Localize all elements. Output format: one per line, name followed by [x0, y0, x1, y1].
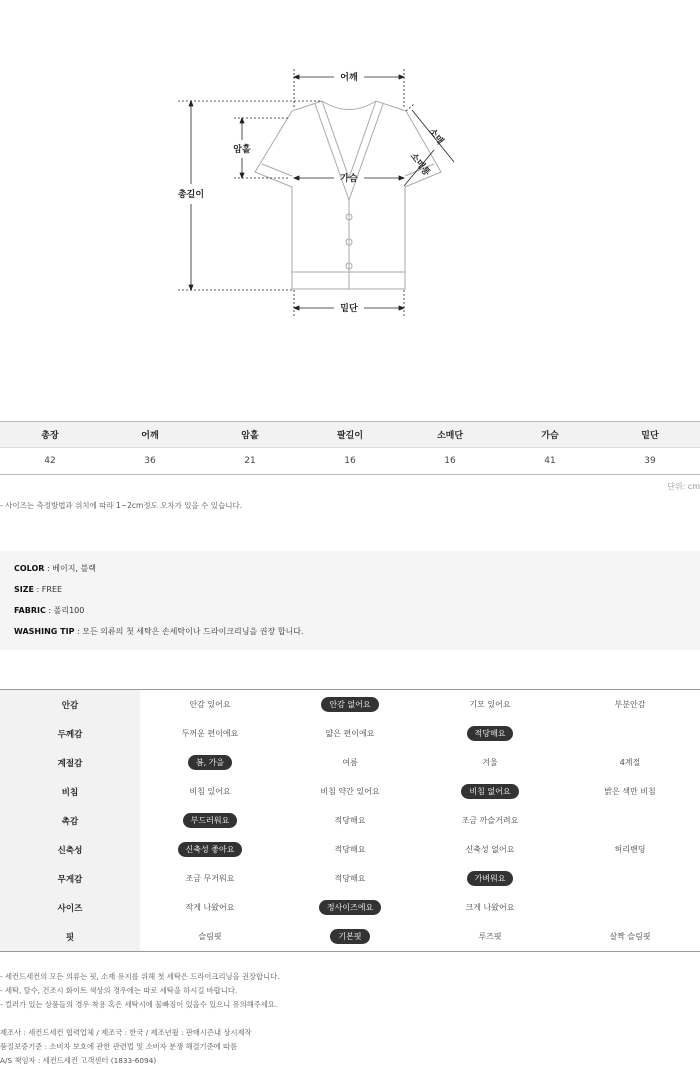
- size-note: - 사이즈는 측정방법과 위치에 따라 1~2cm정도 오차가 있을 수 있습니다.: [0, 501, 243, 510]
- attribute-option: [420, 893, 560, 922]
- size-value: 36: [144, 456, 156, 466]
- attribute-label: 계절감: [0, 748, 140, 777]
- size-header-armhole: 암홀: [241, 431, 259, 441]
- label-sleeve: 소매: [426, 126, 445, 147]
- attribute-option: [560, 719, 700, 748]
- size-value: 16: [344, 456, 356, 466]
- attribute-option: [560, 690, 700, 719]
- attribute-option: [420, 922, 560, 951]
- size-header-arm-length: 팔길이: [336, 431, 364, 441]
- size-header-sleeve-hem: 소매단: [436, 431, 464, 441]
- size-value: 21: [244, 456, 256, 466]
- size-diagram: [0, 0, 700, 330]
- attribute-option-text: 비침 약간 있어요: [320, 787, 380, 796]
- attribute-option-text: 정사이즈에요: [319, 900, 381, 915]
- attribute-option: [280, 864, 420, 893]
- attribute-option: [420, 690, 560, 719]
- attribute-option: [140, 719, 280, 748]
- cardigan-outline: [255, 101, 441, 289]
- attribute-option: [280, 748, 420, 777]
- label-chest: 가슴: [340, 174, 358, 184]
- care-note-3: - 컬러가 있는 상품들의 경우 착용 혹은 세탁시에 물빠짐이 있을수 있으니 유의해주세요.: [0, 1000, 278, 1009]
- attribute-option-text: 가벼워요: [467, 871, 514, 886]
- attribute-option-text: 적당해요: [467, 726, 514, 741]
- attribute-option: [560, 806, 700, 835]
- care-note-2: - 세탁, 탈수, 건조시 화이트 색상의 경우에는 따로 세탁을 하시길 바랍니다.: [0, 986, 238, 995]
- diagram-labels: [178, 71, 446, 314]
- attribute-option-text: 부분안감: [614, 700, 646, 709]
- attribute-row: [0, 777, 700, 806]
- attribute-option-selected: [420, 719, 560, 748]
- size-value: 41: [544, 456, 556, 466]
- label-armhole: 암홀: [233, 145, 251, 155]
- label-total-length: 총길이: [177, 190, 205, 200]
- label-sleeve-width: 소매통: [407, 151, 432, 179]
- attribute-option-text: 허리밴딩: [614, 845, 646, 854]
- attribute-option: [280, 806, 420, 835]
- attribute-label: 촉감: [0, 806, 140, 835]
- size-header-shoulder: 어깨: [141, 431, 159, 441]
- attribute-row: [0, 922, 700, 951]
- info-size: SIZE : FREE: [14, 585, 63, 594]
- warranty-info: 품질보증기준 : 소비자 보호에 관한 관련법 및 소비자 분쟁 해결기준에 따름: [0, 1042, 238, 1051]
- attribute-label: 사이즈: [0, 893, 140, 922]
- attribute-option-text: 슬림핏: [198, 932, 222, 941]
- attribute-row: [0, 806, 700, 835]
- attribute-option-text: 기본핏: [330, 929, 369, 944]
- info-color: COLOR : 베이지, 블랙: [14, 564, 96, 573]
- attribute-option: [140, 922, 280, 951]
- attribute-label: 두께감: [0, 719, 140, 748]
- care-note-1: - 세컨드세컨의 모든 의류는 핏, 소재 유지를 위해 첫 세탁은 드라이크리닝을 권장합니다.: [0, 972, 280, 981]
- attribute-option-selected: [280, 690, 420, 719]
- maker-info: 제조사 : 세컨드세컨 협력업체 / 제조국 : 한국 / 제조년월 : 판매시즌내 상시제작: [0, 1028, 252, 1037]
- attribute-option-text: 조금 까슬거려요: [461, 816, 519, 825]
- size-table-header: [0, 422, 700, 448]
- attribute-option-text: 봄, 가을: [188, 755, 232, 770]
- size-table-row: [0, 448, 700, 474]
- attribute-option-text: 크게 나왔어요: [465, 903, 515, 912]
- attribute-row: [0, 864, 700, 893]
- attribute-option-text: 밝은 색만 비침: [604, 787, 656, 796]
- product-info-box: [0, 551, 700, 650]
- attribute-option-text: 비침 없어요: [461, 784, 518, 799]
- attribute-option-text: 안감 있어요: [189, 700, 231, 709]
- info-washing: WASHING TIP : 모든 의류의 첫 세탁은 손세탁이나 드라이크리닝을 권장 합니다.: [14, 627, 304, 636]
- attribute-option-selected: [280, 893, 420, 922]
- attribute-option: [420, 835, 560, 864]
- attribute-option-selected: [420, 777, 560, 806]
- attribute-option-selected: [140, 748, 280, 777]
- attribute-option-text: 두꺼운 편이에요: [181, 729, 239, 738]
- attribute-option-text: 부드러워요: [183, 813, 238, 828]
- attribute-option-text: 적당해요: [334, 845, 366, 854]
- attribute-option-text: 신축성 없어요: [465, 845, 515, 854]
- size-value: 39: [644, 456, 656, 466]
- attribute-option: [140, 893, 280, 922]
- attribute-option: [140, 864, 280, 893]
- attribute-row: [0, 690, 700, 719]
- attribute-table: [0, 689, 700, 952]
- size-value: 42: [44, 456, 56, 466]
- attribute-option: [560, 748, 700, 777]
- attribute-row: [0, 893, 700, 922]
- size-table: [0, 421, 700, 475]
- attribute-option: [420, 748, 560, 777]
- attribute-option: [420, 806, 560, 835]
- attribute-option: [560, 893, 700, 922]
- size-header-chest: 가슴: [541, 431, 559, 441]
- attribute-option-text: 적당해요: [334, 874, 366, 883]
- attribute-label: 안감: [0, 690, 140, 719]
- attribute-option-text: 신축성 좋아요: [178, 842, 243, 857]
- attribute-option: [280, 777, 420, 806]
- attribute-option-text: 비침 있어요: [189, 787, 231, 796]
- attribute-option-text: 루즈핏: [478, 932, 502, 941]
- attribute-label: 비침: [0, 777, 140, 806]
- attribute-option: [280, 835, 420, 864]
- label-shoulder: 어깨: [340, 73, 358, 83]
- attribute-option-selected: [420, 864, 560, 893]
- attribute-option-text: 안감 없어요: [321, 697, 378, 712]
- attribute-option-text: 적당해요: [334, 816, 366, 825]
- attribute-option-text: 여름: [342, 758, 358, 767]
- attribute-option: [560, 922, 700, 951]
- attribute-label: 무게감: [0, 864, 140, 893]
- attribute-option-text: 조금 무거워요: [185, 874, 235, 883]
- attribute-row: [0, 748, 700, 777]
- as-info: A/S 책임자 : 세컨드세컨 고객센터 (1833-6094): [0, 1056, 157, 1065]
- info-fabric: FABRIC : 폴리100: [14, 606, 85, 615]
- attribute-option: [560, 864, 700, 893]
- attribute-option: [140, 690, 280, 719]
- attribute-option-selected: [280, 922, 420, 951]
- size-unit: 단위: cm: [667, 482, 700, 491]
- attribute-label: 핏: [0, 922, 140, 951]
- attribute-option-text: 4계절: [619, 758, 641, 767]
- attribute-option: [560, 835, 700, 864]
- attribute-option: [140, 777, 280, 806]
- attribute-option-text: 겨울: [482, 758, 498, 767]
- attribute-option-selected: [140, 806, 280, 835]
- attribute-option-text: 살짝 슬림핏: [609, 932, 651, 941]
- size-header-hem: 밑단: [641, 431, 659, 441]
- size-header-total-length: 총장: [41, 431, 59, 441]
- label-hem: 밑단: [340, 304, 358, 314]
- attribute-option-text: 작게 나왔어요: [185, 903, 235, 912]
- attribute-label: 신축성: [0, 835, 140, 864]
- attribute-option: [560, 777, 700, 806]
- attribute-row: [0, 835, 700, 864]
- attribute-option-text: 기모 있어요: [469, 700, 511, 709]
- attribute-option-selected: [140, 835, 280, 864]
- size-value: 16: [444, 456, 456, 466]
- attribute-option: [280, 719, 420, 748]
- attribute-option-text: 얇은 편이에요: [325, 729, 375, 738]
- attribute-row: [0, 719, 700, 748]
